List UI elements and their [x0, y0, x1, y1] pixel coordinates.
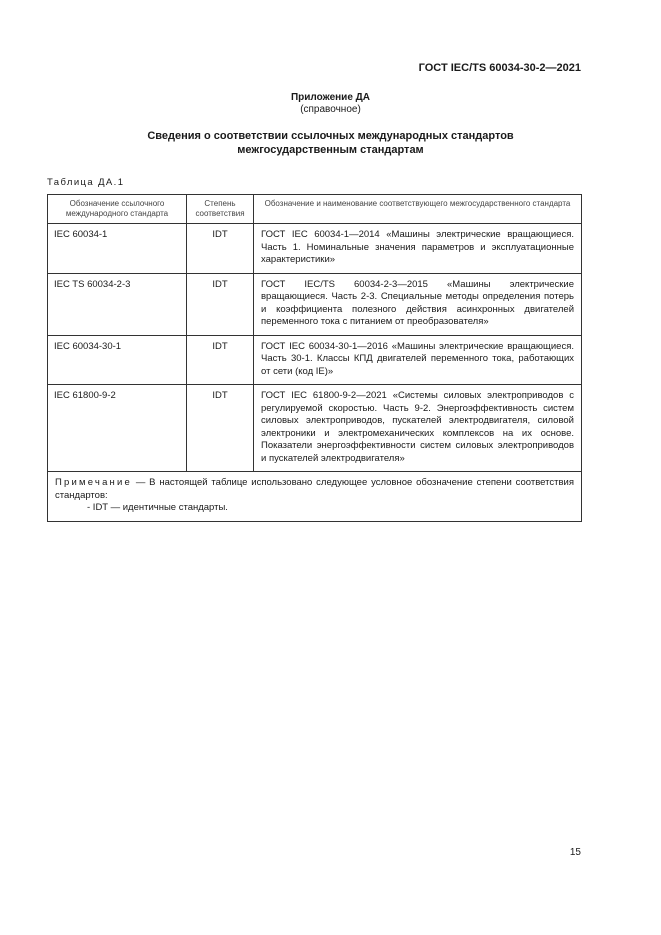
annex-title: Приложение ДА	[290, 92, 371, 103]
table-row	[48, 224, 582, 274]
table-note-row	[48, 472, 582, 522]
note-text: — В настоящей таблице использовано следующее условное обозначение степени соответствия стандартов:	[55, 477, 574, 501]
header-degree: Степень соответствия	[187, 195, 254, 224]
cell-degree: IDT	[187, 335, 254, 385]
section-title	[0, 129, 661, 157]
table-row	[48, 335, 582, 385]
cell-reference: IEC 61800-9-2	[48, 385, 187, 472]
cell-degree: IDT	[187, 224, 254, 274]
annex-subtitle: (справочное)	[300, 104, 361, 115]
cell-degree: IDT	[187, 385, 254, 472]
header-interstate-standard: Обозначение и наименование соответствующего межгосударственного стандарта	[254, 195, 582, 224]
cell-reference: IEC 60034-1	[48, 224, 187, 274]
page-number: 15	[569, 847, 581, 858]
table-caption: Таблица ДА.1	[47, 177, 125, 188]
cell-reference: IEC 60034-30-1	[48, 335, 187, 385]
note-item: - IDT — идентичные стандарты.	[87, 502, 228, 513]
cell-standard: ГОСТ IEC/TS 60034-2-3—2015 «Машины электрические вращающиеся. Часть 2-3. Специальные методы определения потерь и коэффициента полезного действия асинхронных двигателей переменного тока с питанием от преобразователя»	[254, 273, 582, 335]
section-title-line2: межгосударственным стандартам	[237, 144, 424, 156]
table-header-row	[48, 195, 582, 224]
header-reference-standard: Обозначение ссылочного международного стандарта	[48, 195, 187, 224]
table-note	[48, 472, 582, 522]
cell-reference: IEC TS 60034-2-3	[48, 273, 187, 335]
cell-standard: ГОСТ IEC 61800-9-2—2021 «Системы силовых электроприводов с регулируемой скоростью. Часть 9-2. Энергоэффективность систем силовых электроприводов, пускателей электродвигателя, силовой электроники и электромеханических комплексов на их основе. Показатели энергоэффективности систем силовых электроприводов и пускателей электродвигателя»	[254, 385, 582, 472]
table-row	[48, 385, 582, 472]
correspondence-table	[47, 194, 582, 522]
section-title-line1: Сведения о соответствии ссылочных международных стандартов	[147, 130, 514, 142]
cell-standard: ГОСТ IEC 60034-30-1—2016 «Машины электрические вращающиеся. Часть 30-1. Классы КПД двигателей переменного тока, работающих от сети (код IE)»	[254, 335, 582, 385]
note-label: Примечание	[55, 477, 132, 488]
document-code: ГОСТ IEC/TS 60034-30-2—2021	[418, 62, 581, 74]
cell-degree: IDT	[187, 273, 254, 335]
cell-standard: ГОСТ IEC 60034-1—2014 «Машины электрические вращающиеся. Часть 1. Номинальные значения параметров и эксплуатационные характеристики»	[254, 224, 582, 274]
table-row	[48, 273, 582, 335]
